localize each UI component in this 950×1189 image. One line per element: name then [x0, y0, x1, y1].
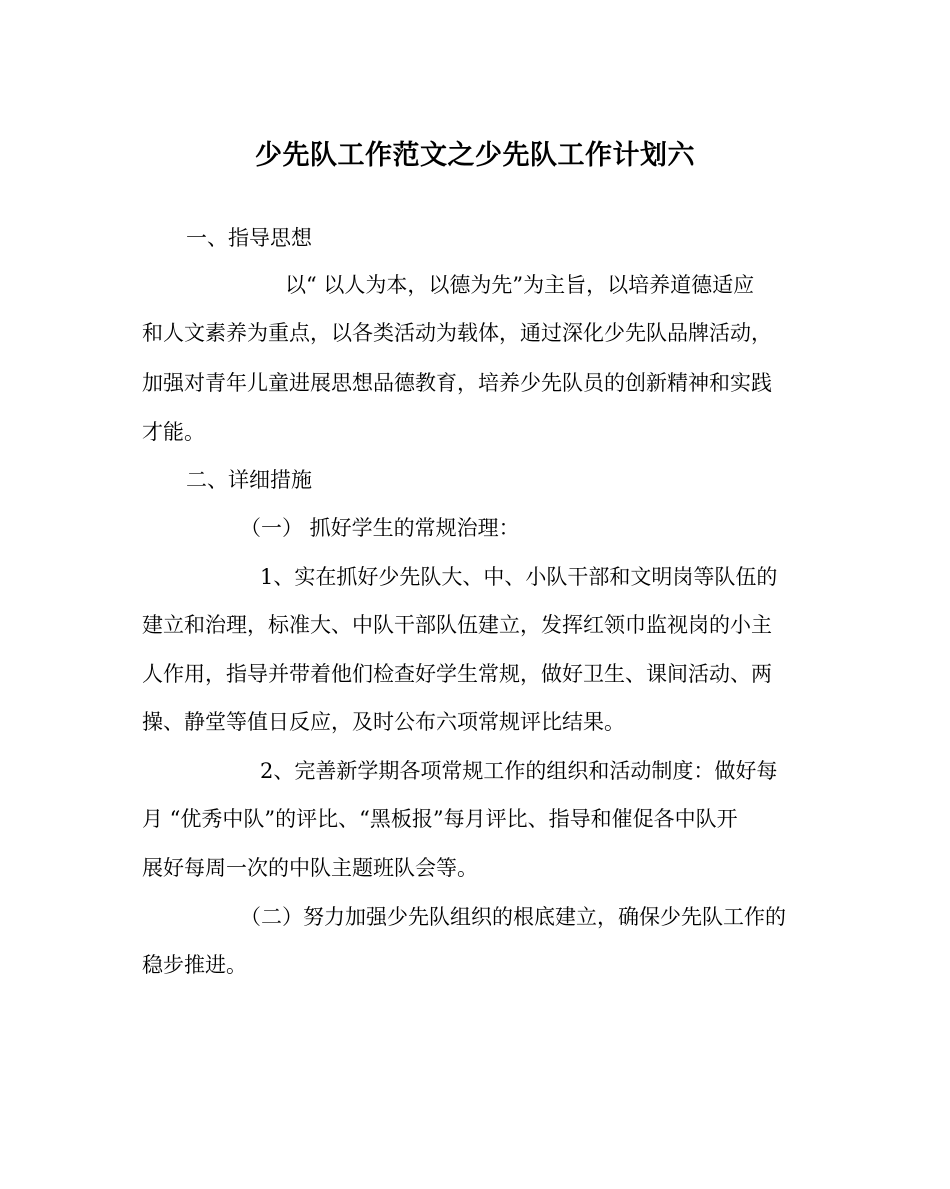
subsection-heading: （一） 抓好学生的常规治理： — [240, 516, 520, 540]
section-heading-detailed-measures: 二、详细措施 — [186, 468, 312, 492]
paragraph-line: 2、完善新学期各项常规工作的组织和活动制度：做好每 — [260, 759, 778, 783]
paragraph-line: 操、静堂等值日反应，及时公布六项常规评比结果。 — [142, 710, 625, 734]
paragraph-line: 和人文素养为重点，以各类活动为载体，通过深化少先队品牌活动， — [142, 321, 772, 345]
document-title: 少先队工作范文之少先队工作计划六 — [255, 140, 695, 171]
paragraph-line: 展好每周一次的中队主题班队会等。 — [142, 856, 478, 880]
paragraph-line: 1、实在抓好少先队大、中、小队干部和文明岗等队伍的 — [260, 565, 778, 589]
paragraph-line: 月 “优秀中队”的评比、“黑板报”每月评比、指导和催促各中队开 — [142, 807, 738, 831]
paragraph-line: 人作用，指导并带着他们检查好学生常规，做好卫生、课间活动、两 — [142, 662, 772, 686]
paragraph-line: 以“ 以人为本，以德为先”为主旨，以培养道德适应 — [285, 273, 755, 297]
paragraph-line: 才能。 — [142, 420, 205, 444]
subsection-heading: （二）努力加强少先队组织的根底建立，确保少先队工作的 — [240, 905, 786, 929]
section-heading-guiding-ideology: 一、指导思想 — [186, 226, 312, 250]
paragraph-line: 加强对青年儿童进展思想品德教育，培养少先队员的创新精神和实践 — [142, 371, 772, 395]
paragraph-line: 稳步推进。 — [142, 953, 247, 977]
paragraph-line: 建立和治理，标准大、中队干部队伍建立，发挥红领巾监视岗的小主 — [142, 613, 772, 637]
